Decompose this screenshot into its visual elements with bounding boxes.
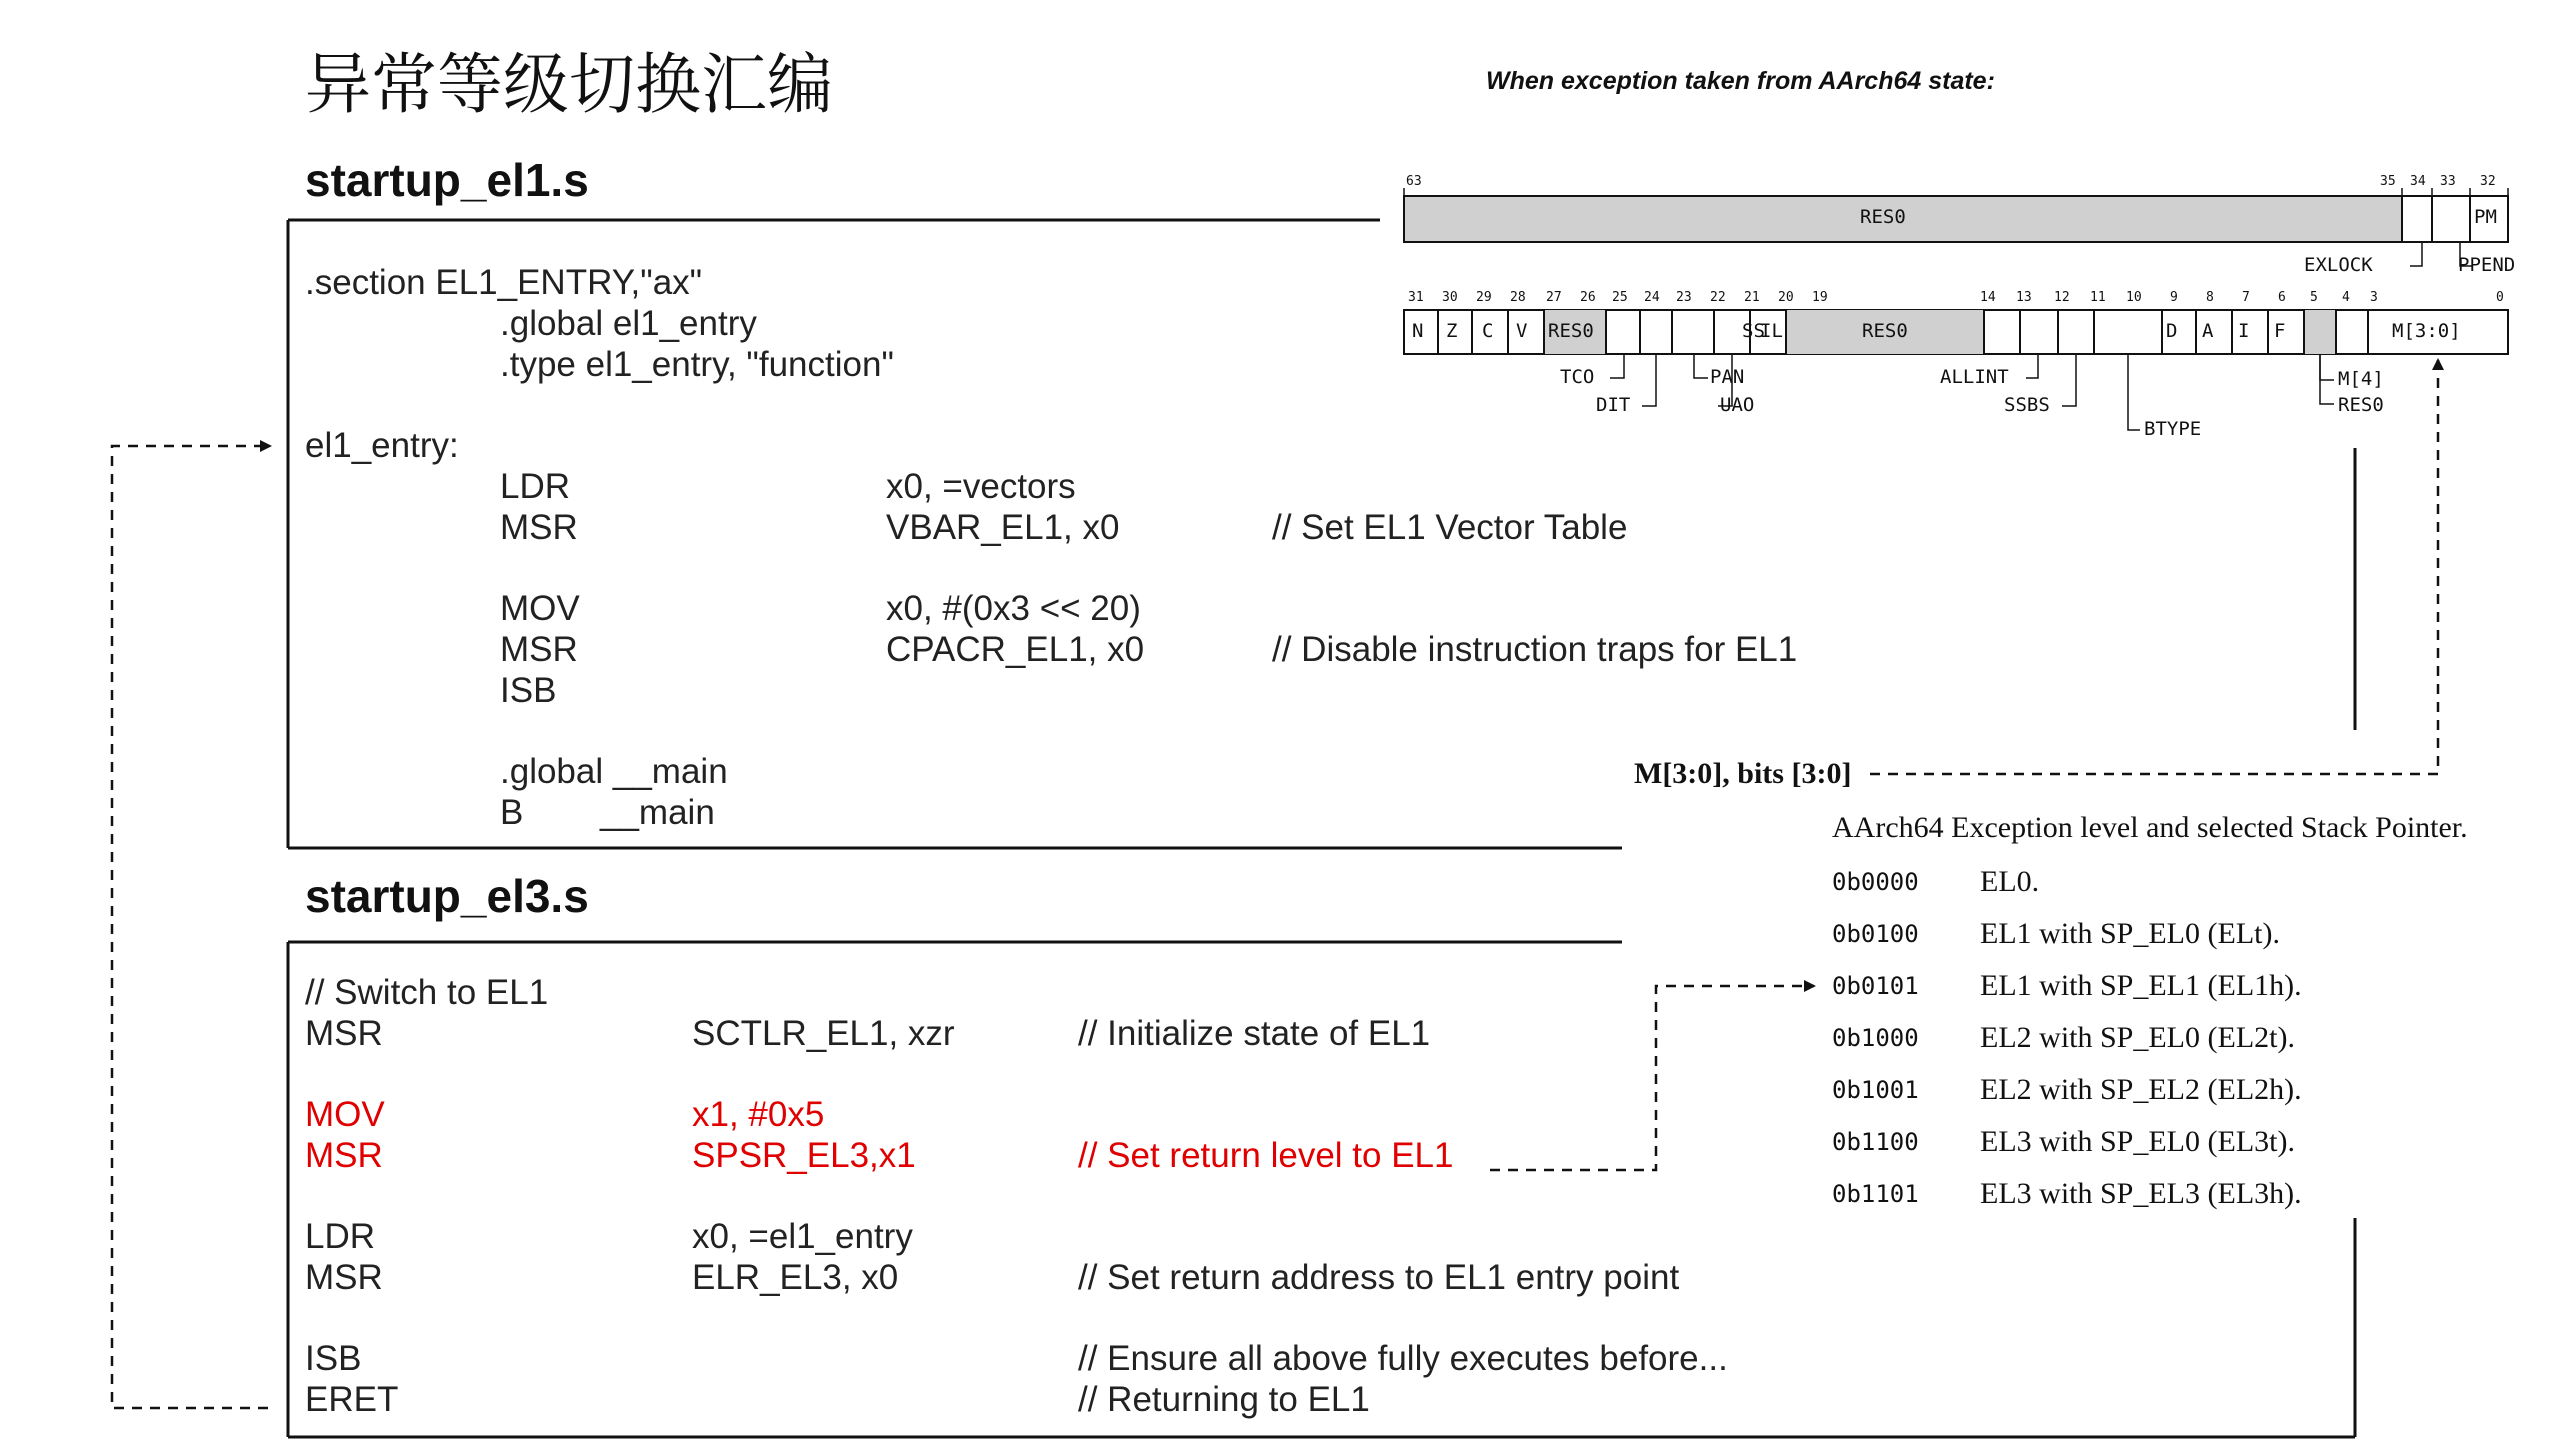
mfield-code: 0b1100 xyxy=(1832,1128,1919,1156)
mfield-code: 0b1101 xyxy=(1832,1180,1919,1208)
bit-number: 23 xyxy=(1676,290,1692,305)
bit-number: 25 xyxy=(1612,290,1628,305)
bit-number: 9 xyxy=(2170,290,2178,305)
bit-number: 8 xyxy=(2206,290,2214,305)
mfield-code: 0b1000 xyxy=(1832,1024,1919,1052)
field-d: D xyxy=(2166,320,2178,342)
field-pm: PM xyxy=(2474,206,2497,228)
el3-comment: // Set return address to EL1 entry point xyxy=(1078,1258,1680,1297)
el3-op: LDR xyxy=(305,1217,376,1256)
mfield-code: 0b0100 xyxy=(1832,920,1919,948)
el1-op: MOV xyxy=(500,589,580,628)
el3-comment-highlight: // Set return level to EL1 xyxy=(1078,1136,1454,1175)
bit-number: 27 xyxy=(1546,290,1562,305)
el3-switch-comment: // Switch to EL1 xyxy=(305,973,549,1012)
el3-op: MSR xyxy=(305,1014,383,1053)
el3-args: x0, =el1_entry xyxy=(692,1217,913,1256)
el1-op: ISB xyxy=(500,671,557,710)
field-c: C xyxy=(1482,320,1494,342)
bit-number: 11 xyxy=(2090,290,2106,305)
mfield-heading: M[3:0], bits [3:0] xyxy=(1634,757,1852,790)
mfield-description: AArch64 Exception level and selected Stack Pointer. xyxy=(1832,811,2468,844)
mfield-meaning: EL2 with SP_EL0 (EL2t). xyxy=(1980,1021,2295,1054)
el3-args-highlight: x1, #0x5 xyxy=(692,1095,825,1134)
bit-number: 5 xyxy=(2310,290,2318,305)
field-dit-label: DIT xyxy=(1596,394,1631,416)
mfield-meaning: EL1 with SP_EL1 (EL1h). xyxy=(1980,969,2302,1002)
bit-number: 10 xyxy=(2126,290,2142,305)
el1-comment: // Disable instruction traps for EL1 xyxy=(1272,630,1798,669)
field-ss: SS xyxy=(1742,320,1765,342)
bit-number: 32 xyxy=(2480,174,2496,189)
el3-comment: // Returning to EL1 xyxy=(1078,1380,1370,1419)
field-v: V xyxy=(1516,320,1528,342)
bit-number: 7 xyxy=(2242,290,2250,305)
el1-global-line: .global el1_entry xyxy=(500,304,757,343)
field-ppend-label: PPEND xyxy=(2458,254,2516,276)
el1-args: CPACR_EL1, x0 xyxy=(886,630,1145,669)
el1-section-line: .section EL1_ENTRY,"ax" xyxy=(305,263,703,302)
mfield-code: 0b1001 xyxy=(1832,1076,1919,1104)
field-f: F xyxy=(2274,320,2286,342)
field-ssbs-label: SSBS xyxy=(2004,394,2050,416)
bit-number: 13 xyxy=(2016,290,2032,305)
el3-comment: // Initialize state of EL1 xyxy=(1078,1014,1431,1053)
field-btype-label: BTYPE xyxy=(2144,418,2202,440)
bit-number: 0 xyxy=(2496,290,2504,305)
el1-op: MSR xyxy=(500,508,578,547)
bit-number: 31 xyxy=(1408,290,1424,305)
el3-op-highlight: MSR xyxy=(305,1136,383,1175)
field-tco-label: TCO xyxy=(1560,366,1595,388)
el3-args-highlight: SPSR_EL3,x1 xyxy=(692,1136,916,1175)
bit-number: 34 xyxy=(2410,174,2426,189)
eret-return-arrow xyxy=(112,446,270,1408)
spsr-value-arrow xyxy=(1490,986,1814,1170)
bit-number: 19 xyxy=(1812,290,1828,305)
field-res0-upper: RES0 xyxy=(1860,206,1906,228)
mfield-code: 0b0000 xyxy=(1832,868,1919,896)
el1-entry-label: el1_entry: xyxy=(305,426,459,465)
el1-args: VBAR_EL1, x0 xyxy=(886,508,1120,547)
el3-filename: startup_el3.s xyxy=(305,870,589,922)
el1-filename: startup_el1.s xyxy=(305,154,589,206)
bit-number: 24 xyxy=(1644,290,1660,305)
field-res0-27: RES0 xyxy=(1548,320,1594,342)
bit-number: 63 xyxy=(1406,174,1422,189)
bit-number: 20 xyxy=(1778,290,1794,305)
bit-number: 21 xyxy=(1744,290,1760,305)
field-i: I xyxy=(2238,320,2250,342)
bit-number: 26 xyxy=(1580,290,1596,305)
bit-number: 33 xyxy=(2440,174,2456,189)
field-m30: M[3:0] xyxy=(2392,320,2461,342)
field-res0-label: RES0 xyxy=(2338,394,2384,416)
field-z: Z xyxy=(1446,320,1458,342)
field-allint-label: ALLINT xyxy=(1940,366,2009,388)
field-m4-label: M[4] xyxy=(2338,368,2384,390)
el1-args: x0, =vectors xyxy=(886,467,1076,506)
bit-number: 22 xyxy=(1710,290,1726,305)
field-pan-label: PAN xyxy=(1710,366,1745,388)
bit-number: 4 xyxy=(2342,290,2350,305)
slide-title: 异常等级切换汇编 xyxy=(305,46,833,123)
el3-comment: // Ensure all above fully executes before... xyxy=(1078,1339,1728,1378)
el1-type-line: .type el1_entry, "function" xyxy=(500,345,894,384)
field-res0-19: RES0 xyxy=(1862,320,1908,342)
el1-main-global: .global __main xyxy=(500,752,728,791)
field-exlock-label: EXLOCK xyxy=(2304,254,2373,276)
field-uao-label: UAO xyxy=(1720,394,1755,416)
el3-op-highlight: MOV xyxy=(305,1095,385,1134)
bit-number: 3 xyxy=(2370,290,2378,305)
bit-number: 29 xyxy=(1476,290,1492,305)
el3-args: SCTLR_EL1, xzr xyxy=(692,1014,955,1053)
mfield-meaning: EL3 with SP_EL3 (EL3h). xyxy=(1980,1177,2302,1210)
el1-op: LDR xyxy=(500,467,571,506)
spsr-panel-title: When exception taken from AArch64 state: xyxy=(1486,67,1995,95)
mfield-meaning: EL3 with SP_EL0 (EL3t). xyxy=(1980,1125,2295,1158)
mfield-meaning: EL1 with SP_EL0 (ELt). xyxy=(1980,917,2280,950)
bit-number: 6 xyxy=(2278,290,2286,305)
el3-op: MSR xyxy=(305,1258,383,1297)
mfield-meaning: EL0. xyxy=(1980,865,2040,898)
bit-number: 30 xyxy=(1442,290,1458,305)
el3-op: ISB xyxy=(305,1339,362,1378)
el1-comment: // Set EL1 Vector Table xyxy=(1272,508,1628,547)
el1-args: x0, #(0x3 << 20) xyxy=(886,589,1141,628)
el1-op: MSR xyxy=(500,630,578,669)
bit-number: 28 xyxy=(1510,290,1526,305)
bit-number: 35 xyxy=(2380,174,2396,189)
el3-op: ERET xyxy=(305,1380,399,1419)
mfield-meaning: EL2 with SP_EL2 (EL2h). xyxy=(1980,1073,2302,1106)
el1-branch-op: B xyxy=(500,793,524,832)
el3-args: ELR_EL3, x0 xyxy=(692,1258,899,1297)
mfield-code: 0b0101 xyxy=(1832,972,1919,1000)
field-n: N xyxy=(1412,320,1424,342)
field-il: IL xyxy=(1760,320,1783,342)
field-a: A xyxy=(2202,320,2214,342)
bit-number: 12 xyxy=(2054,290,2070,305)
bit-number: 14 xyxy=(1980,290,1996,305)
el1-branch-arg: __main xyxy=(600,793,715,832)
